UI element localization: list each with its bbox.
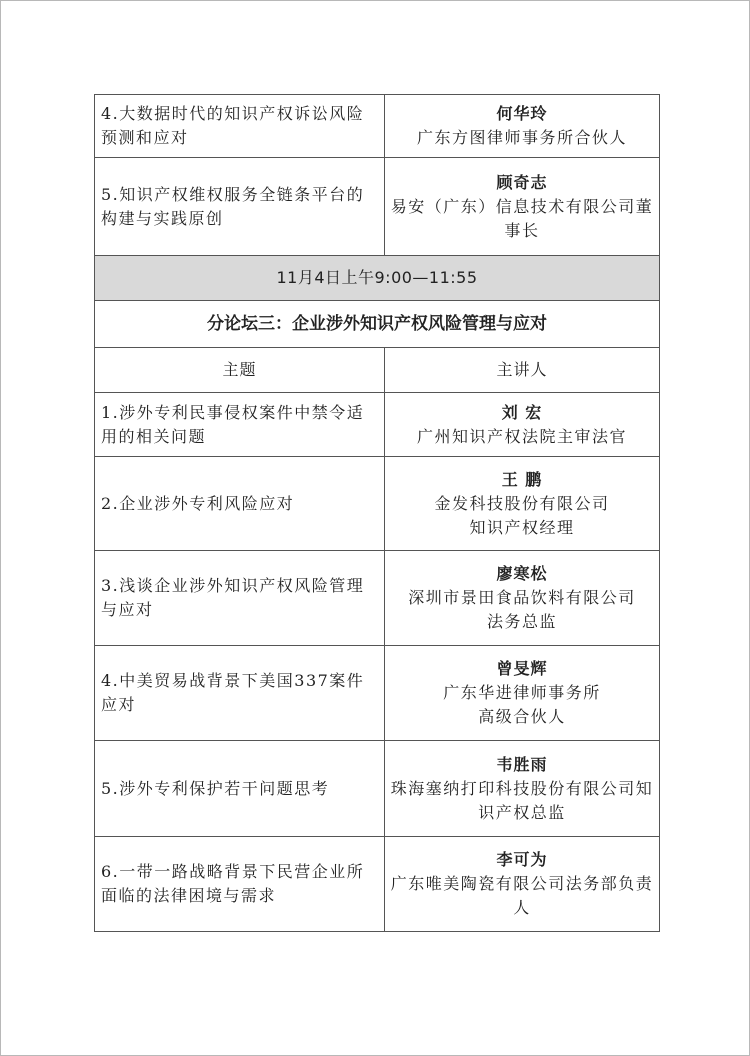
speaker-org: 易安（广东）信息技术有限公司董事长 — [390, 196, 654, 240]
speaker-name: 顾奇志 — [496, 172, 548, 192]
speaker-cell — [385, 551, 660, 646]
speaker-name: 刘 宏 — [501, 402, 543, 422]
speaker-org: 金发科技股份有限公司 知识产权经理 — [434, 493, 610, 537]
session-time: 11月4日上午9:00—11:55 — [95, 256, 660, 301]
topic-cell: 4.大数据时代的知识产权诉讼风险预测和应对 — [95, 95, 385, 158]
speaker-name: 李可为 — [496, 850, 548, 869]
header-speaker: 主讲人 — [385, 348, 660, 393]
speaker-name: 何华玲 — [496, 104, 548, 123]
table-row — [95, 457, 660, 551]
speaker-cell — [385, 646, 660, 741]
topic-cell: 3.浅谈企业涉外知识产权风险管理与应对 — [95, 551, 385, 646]
speaker-name: 韦胜雨 — [496, 754, 548, 774]
header-topic: 主题 — [95, 348, 385, 393]
table-row — [95, 551, 660, 646]
speaker-name: 廖寒松 — [496, 564, 548, 583]
topic-cell: 5.知识产权维权服务全链条平台的构建与实践原创 — [95, 158, 385, 256]
topic-cell: 2.企业涉外专利风险应对 — [95, 457, 385, 551]
speaker-cell — [385, 741, 660, 837]
topic-cell: 6.一带一路战略背景下民营企业所面临的法律困境与需求 — [95, 837, 385, 932]
table-row — [95, 741, 660, 837]
forum-title: 分论坛三：企业涉外知识产权风险管理与应对 — [95, 301, 660, 348]
speaker-org: 广州知识产权法院主审法官 — [416, 426, 627, 446]
speaker-cell — [385, 393, 660, 457]
table-header-row — [95, 348, 660, 393]
speaker-cell — [385, 837, 660, 932]
speaker-org: 广东唯美陶瓷有限公司法务部负责人 — [390, 874, 654, 917]
speaker-org: 广东方图律师事务所合伙人 — [416, 128, 627, 147]
table-row — [95, 837, 660, 932]
topic-cell: 4.中美贸易战背景下美国337案件应对 — [95, 646, 385, 741]
table-row — [95, 95, 660, 158]
table-row — [95, 393, 660, 457]
topic-cell: 5.涉外专利保护若干问题思考 — [95, 741, 385, 837]
table-row — [95, 646, 660, 741]
speaker-org: 广东华进律师事务所 高级合伙人 — [443, 683, 601, 726]
forum-title-row — [95, 301, 660, 348]
speaker-cell — [385, 457, 660, 551]
topic-cell: 1.涉外专利民事侵权案件中禁令适用的相关问题 — [95, 393, 385, 457]
speaker-name: 曾旻辉 — [496, 659, 548, 678]
speaker-cell — [385, 95, 660, 158]
speaker-name: 王 鹏 — [501, 469, 543, 489]
agenda-table — [94, 94, 660, 932]
speaker-org: 珠海塞纳打印科技股份有限公司知识产权总监 — [390, 778, 654, 822]
speaker-org: 深圳市景田食品饮料有限公司 法务总监 — [408, 588, 636, 631]
table-row — [95, 158, 660, 256]
session-time-row — [95, 256, 660, 301]
speaker-cell — [385, 158, 660, 256]
